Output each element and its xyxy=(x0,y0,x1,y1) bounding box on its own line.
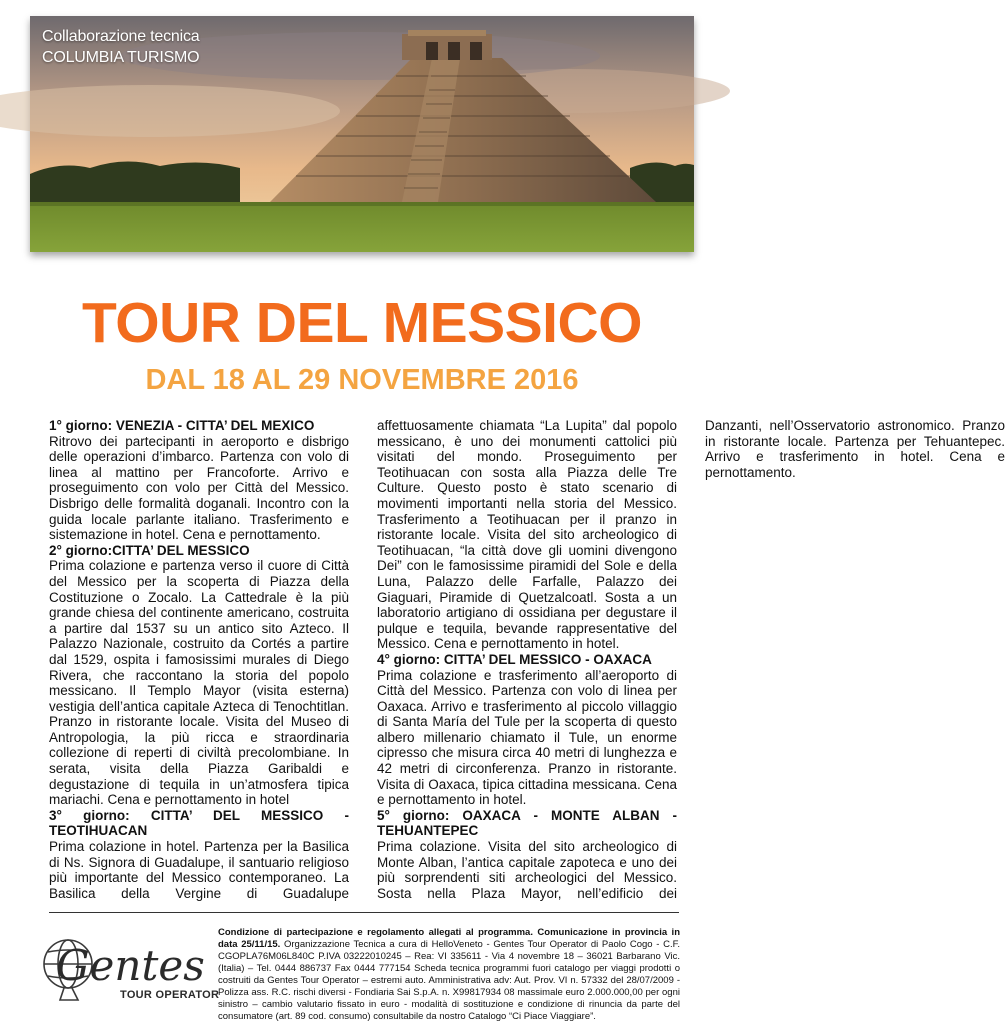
page-subtitle: DAL 18 AL 29 NOVEMBRE 2016 xyxy=(145,364,579,396)
footer-legal xyxy=(218,927,680,1023)
day-5-heading: 5° giorno: OAXACA - MONTE ALBAN - TEHUANTEPEC xyxy=(377,807,677,839)
hero-image xyxy=(30,16,694,252)
footer-text: Organizzazione Tecnica a cura di HelloVeneto - Gentes Tour Operator di Paolo Cogo - C.F. CGOPLA76M06L840C P.IVA 03222010245 – Rea: VI 335611 - Via 4 novembre 18 – 36021 Barbarano Vic. (Italia) – Tel. 0444 886737 Fax 0444 777154 Scheda tecnica programmi fuori catalogo per viaggi prodotti o costruiti da Gentes Tour Operator – estremi auto. Amministrativa adv: Aut. Prov. VI n. 57332 del 28/07/2009 - Polizza ass. R.C. rischi diversi - Fondiaria Sai S.p.A. n. X99817934 08 massimale euro 2.000.000,00 per ogni sinistro – cambio valutario fissato in euro - modalità di sostituzione e condizione di rinuncia da parte del consumatore (art. 89 cod. consumo) consultabile da nostro Catalogo “Ci Piace Viaggiare”. xyxy=(218,939,680,1022)
day-4-text: Prima colazione e trasferimento all’aeroporto di Città del Messico. Partenza con volo di linea per Oaxaca. Arrivo e trasferimento al piccolo villaggio di Santa María del Tule per la scoperta di questo albero millenario chiamato il Tule, un enorme cipresso che misura circa 40 metri di lunghezza e 42 metri di circonferenza. Pranzo in ristorante. Visita di Oaxaca, tipica cittadina messicana. Cena e pernottamento in hotel. xyxy=(377,667,677,808)
hero-caption-line2: COLUMBIA TURISMO xyxy=(42,49,200,66)
day-2-text: Prima colazione e partenza verso il cuore di Città del Messico per la scoperta di Piazza della Costituzione o Zocalo. La Cattedrale è la più grande chiesa del continente americano, costruita a partire dal 1537 su un antico sito Azteco. Il Palazzo Nazionale, costruito da Cortés a partire dal 1529, ospita i famosissimi murales di Diego Rivera, che raccontano la storia del popolo messicano. Il Templo Mayor (visita esterna) vestigia dell’antica capitale Azteca di Tenochtitlan. Pranzo in ristorante locale. Visita del Museo di Antropologia, la più ricca e straordinaria collezione di reperti di civiltà precolombiane. In serata, visita della Piazza Garibaldi e degustazione di tequila in un’atmosfera tipica mariachi. Cena e pernottamento in hotel xyxy=(49,558,349,808)
day-1-text: Ritrovo dei partecipanti in aeroporto e disbrigo delle operazioni d’imbarco. Partenza con volo di linea al mattino per Francoforte. Arrivo e proseguimento con volo per Città del Messico. Disbrigo delle formalità doganali. Incontro con la guida locale parlante italiano. Trasferimento e sistemazione in hotel. Cena e pernottamento. xyxy=(49,433,349,543)
day-2-heading: 2° giorno:CITTA’ DEL MESSICO xyxy=(49,542,250,558)
hero-caption-line1: Collaborazione tecnica xyxy=(42,28,200,45)
day-3-text: Prima colazione in hotel. Partenza per la Basilica di Ns. Signora di Guadalupe, il santuario religioso più importante del Messico contemporaneo. La Basilica della Vergine di Guadalupe affettuosamente chiamata “La Lupita” dal popolo messicano, è uno dei monumenti cattolici più visitati del mondo. Proseguimento per Teotihuacan con sosta alla Piazza delle Tre Culture. Questo posto è stato scenario di movimenti importanti nella storia del Messico. Trasferimento a Teotihuacan per il pranzo in ristorante locale. Visita del sito archeologico di Teotihuacan, “la città dove gli uomini divengono Dei” con le famosissime piramidi del Sole e della Luna, Palazzo delle Farfalle, Palazzo dei Giaguari, Piramide di Quetzalcoatl. Sosta a un laboratorio artigiano di ossidiana per degustare il pulque e tequila, bevande rappresentative del Messico. Cena e pernottamento in hotel. xyxy=(49,418,677,901)
footer-bold-text: Condizione di partecipazione e regolamento allegati al programma. Comunicazione in provincia in data 25/11/15. xyxy=(218,927,680,950)
logo-subtitle: TOUR OPERATOR xyxy=(120,989,220,1001)
itinerary-columns xyxy=(49,418,1005,904)
page-title: TOUR DEL MESSICO xyxy=(82,291,642,355)
logo-name: Gentes xyxy=(56,941,205,990)
day-3-heading: 3° giorno: CITTA’ DEL MESSICO - TEOTIHUACAN xyxy=(49,807,349,839)
day-1-heading: 1° giorno: VENEZIA - CITTA’ DEL MEXICO xyxy=(49,418,315,433)
day-5-text: Prima colazione. Visita del sito archeologico di Monte Alban, l’antica capitale zapoteca e uno dei più sorprendenti siti archeologici del Messico. Sosta nella Plaza Mayor, nell’edificio dei Danzanti, nell’Osservatorio astronomico. Pranzo in ristorante locale. Partenza per Tehuantepec. Arrivo e trasferimento in hotel. Cena e pernottamento. xyxy=(377,418,1005,901)
day-4-heading: 4° giorno: CITTA’ DEL MESSICO - OAXACA xyxy=(377,651,652,667)
footer-divider xyxy=(49,912,679,913)
